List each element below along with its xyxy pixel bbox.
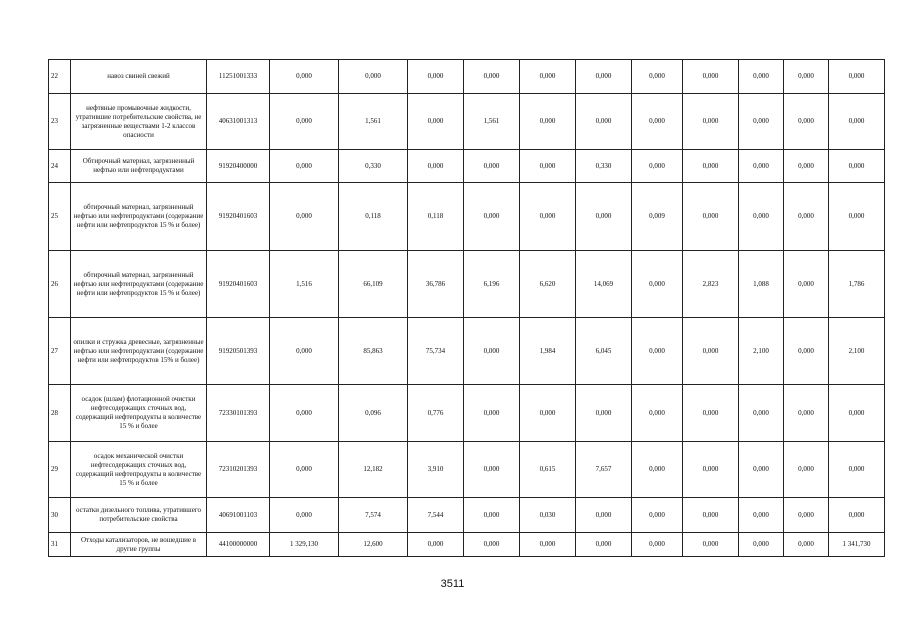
value-cell: 0,000 <box>739 442 784 498</box>
value-cell: 7,574 <box>339 498 408 533</box>
value-cell: 0,000 <box>784 60 829 94</box>
value-cell: 0,000 <box>683 150 739 183</box>
value-cell: 0,000 <box>464 533 520 557</box>
waste-code: 91920401603 <box>207 183 270 251</box>
value-cell: 0,000 <box>683 442 739 498</box>
value-cell: 1,516 <box>270 251 339 318</box>
value-cell: 0,000 <box>829 183 885 251</box>
value-cell: 0,330 <box>339 150 408 183</box>
value-cell: 6,620 <box>520 251 576 318</box>
value-cell: 36,786 <box>408 251 464 318</box>
value-cell: 0,000 <box>784 498 829 533</box>
table-row <box>49 385 885 442</box>
value-cell: 0,000 <box>739 60 784 94</box>
row-number: 28 <box>49 385 71 442</box>
value-cell: 0,000 <box>270 150 339 183</box>
value-cell: 0,000 <box>464 150 520 183</box>
value-cell: 0,000 <box>339 60 408 94</box>
value-cell: 6,045 <box>576 318 632 385</box>
value-cell: 0,000 <box>270 183 339 251</box>
value-cell: 0,096 <box>339 385 408 442</box>
value-cell: 0,000 <box>408 150 464 183</box>
value-cell: 0,000 <box>576 385 632 442</box>
value-cell: 0,000 <box>464 498 520 533</box>
value-cell: 0,118 <box>408 183 464 251</box>
page-number: 3511 <box>440 578 465 590</box>
value-cell: 7,544 <box>408 498 464 533</box>
waste-code: 91920400000 <box>207 150 270 183</box>
value-cell: 0,615 <box>520 442 576 498</box>
value-cell: 0,000 <box>408 94 464 150</box>
waste-code: 72310201393 <box>207 442 270 498</box>
value-cell: 1,984 <box>520 318 576 385</box>
value-cell: 0,000 <box>270 94 339 150</box>
value-cell: 0,000 <box>632 385 683 442</box>
value-cell: 0,000 <box>683 60 739 94</box>
value-cell: 0,000 <box>829 94 885 150</box>
waste-name: нефтяные промывочные жидкости, утратившие потребительские свойства, не загрязненные веществами 1-2 классов опасности <box>71 94 207 150</box>
value-cell: 0,000 <box>520 150 576 183</box>
value-cell: 0,000 <box>520 60 576 94</box>
value-cell: 0,000 <box>632 498 683 533</box>
value-cell: 0,000 <box>632 318 683 385</box>
row-number: 26 <box>49 251 71 318</box>
row-number: 22 <box>49 60 71 94</box>
value-cell: 0,000 <box>739 94 784 150</box>
value-cell: 0,000 <box>270 60 339 94</box>
value-cell: 7,657 <box>576 442 632 498</box>
waste-code: 44100000000 <box>207 533 270 557</box>
value-cell: 0,000 <box>464 318 520 385</box>
value-cell: 3,910 <box>408 442 464 498</box>
waste-name: обтирочный материал, загрязненный нефтью или нефтепродуктами (содержание нефти или нефтепродуктов 15 % и более) <box>71 183 207 251</box>
value-cell: 0,000 <box>632 94 683 150</box>
value-cell: 0,000 <box>464 385 520 442</box>
value-cell: 0,000 <box>270 385 339 442</box>
value-cell: 0,000 <box>784 94 829 150</box>
row-number: 27 <box>49 318 71 385</box>
value-cell: 0,000 <box>784 442 829 498</box>
value-cell: 75,734 <box>408 318 464 385</box>
row-number: 24 <box>49 150 71 183</box>
value-cell: 1,561 <box>464 94 520 150</box>
value-cell: 0,000 <box>520 533 576 557</box>
value-cell: 0,000 <box>784 150 829 183</box>
value-cell: 0,000 <box>576 183 632 251</box>
value-cell: 0,000 <box>576 60 632 94</box>
value-cell: 1 329,130 <box>270 533 339 557</box>
value-cell: 0,000 <box>408 60 464 94</box>
waste-code: 40631001313 <box>207 94 270 150</box>
value-cell: 1 341,730 <box>829 533 885 557</box>
value-cell: 12,182 <box>339 442 408 498</box>
table-row <box>49 533 885 557</box>
value-cell: 0,118 <box>339 183 408 251</box>
value-cell: 1,561 <box>339 94 408 150</box>
table-row <box>49 318 885 385</box>
value-cell: 0,000 <box>784 318 829 385</box>
value-cell: 6,196 <box>464 251 520 318</box>
value-cell: 0,000 <box>576 498 632 533</box>
value-cell: 0,000 <box>739 498 784 533</box>
table-row <box>49 498 885 533</box>
table-row <box>49 442 885 498</box>
value-cell: 0,000 <box>739 533 784 557</box>
waste-code: 91920401603 <box>207 251 270 318</box>
waste-code: 91920501393 <box>207 318 270 385</box>
value-cell: 0,000 <box>739 183 784 251</box>
value-cell: 12,600 <box>339 533 408 557</box>
value-cell: 0,000 <box>270 442 339 498</box>
waste-name: опилки и стружка древесные, загрязненные нефтью или нефтепродуктами (содержание нефти или нефтепродуктов 15% и более) <box>71 318 207 385</box>
value-cell: 0,000 <box>784 385 829 442</box>
value-cell: 0,000 <box>632 251 683 318</box>
value-cell: 85,863 <box>339 318 408 385</box>
value-cell: 0,000 <box>520 385 576 442</box>
waste-code: 72330101393 <box>207 385 270 442</box>
value-cell: 0,000 <box>739 385 784 442</box>
table-row <box>49 183 885 251</box>
waste-table <box>48 59 885 557</box>
value-cell: 0,776 <box>408 385 464 442</box>
value-cell: 0,000 <box>408 533 464 557</box>
waste-code: 11251001333 <box>207 60 270 94</box>
value-cell: 0,000 <box>683 94 739 150</box>
value-cell: 0,000 <box>829 442 885 498</box>
value-cell: 0,000 <box>829 498 885 533</box>
value-cell: 0,000 <box>683 498 739 533</box>
waste-name: Обтирочный материал, загрязненный нефтью или нефтепродуктами <box>71 150 207 183</box>
value-cell: 0,000 <box>520 183 576 251</box>
table-row <box>49 251 885 318</box>
value-cell: 0,009 <box>632 183 683 251</box>
value-cell: 0,330 <box>576 150 632 183</box>
waste-name: осадок (шлам) флотационной очистки нефтесодержащих сточных вод, содержащий нефтепродукты в количестве 15 % и более <box>71 385 207 442</box>
value-cell: 66,109 <box>339 251 408 318</box>
value-cell: 0,000 <box>784 183 829 251</box>
value-cell: 0,000 <box>520 94 576 150</box>
value-cell: 0,000 <box>632 442 683 498</box>
value-cell: 0,000 <box>683 183 739 251</box>
value-cell: 0,000 <box>829 150 885 183</box>
value-cell: 0,000 <box>576 533 632 557</box>
value-cell: 0,000 <box>739 150 784 183</box>
value-cell: 0,000 <box>270 318 339 385</box>
waste-code: 40691001103 <box>207 498 270 533</box>
value-cell: 0,000 <box>632 150 683 183</box>
value-cell: 0,000 <box>576 94 632 150</box>
value-cell: 0,000 <box>270 498 339 533</box>
table-row <box>49 60 885 94</box>
waste-name: Отходы катализаторов, не вошедшие в другие группы <box>71 533 207 557</box>
value-cell: 0,030 <box>520 498 576 533</box>
value-cell: 0,000 <box>784 251 829 318</box>
waste-name: осадок механической очистки нефтесодержащих сточных вод, содержащий нефтепродукты в количестве 15 % и более <box>71 442 207 498</box>
value-cell: 0,000 <box>632 60 683 94</box>
waste-name: навоз свиней свежий <box>71 60 207 94</box>
value-cell: 1,088 <box>739 251 784 318</box>
value-cell: 0,000 <box>784 533 829 557</box>
value-cell: 0,000 <box>829 60 885 94</box>
row-number: 25 <box>49 183 71 251</box>
waste-name: обтирочный материал, загрязненный нефтью или нефтепродуктами (содержание нефти или нефтепродуктов 15 % и более) <box>71 251 207 318</box>
row-number: 30 <box>49 498 71 533</box>
value-cell: 1,786 <box>829 251 885 318</box>
value-cell: 2,100 <box>739 318 784 385</box>
value-cell: 0,000 <box>632 533 683 557</box>
value-cell: 0,000 <box>464 183 520 251</box>
waste-name: остатки дизельного топлива, утратившего потребительские свойства <box>71 498 207 533</box>
value-cell: 0,000 <box>464 442 520 498</box>
value-cell: 2,100 <box>829 318 885 385</box>
row-number: 29 <box>49 442 71 498</box>
table-row <box>49 150 885 183</box>
row-number: 23 <box>49 94 71 150</box>
value-cell: 0,000 <box>683 533 739 557</box>
value-cell: 0,000 <box>829 385 885 442</box>
row-number: 31 <box>49 533 71 557</box>
table-row <box>49 94 885 150</box>
value-cell: 2,823 <box>683 251 739 318</box>
value-cell: 0,000 <box>683 385 739 442</box>
value-cell: 14,069 <box>576 251 632 318</box>
value-cell: 0,000 <box>683 318 739 385</box>
value-cell: 0,000 <box>464 60 520 94</box>
